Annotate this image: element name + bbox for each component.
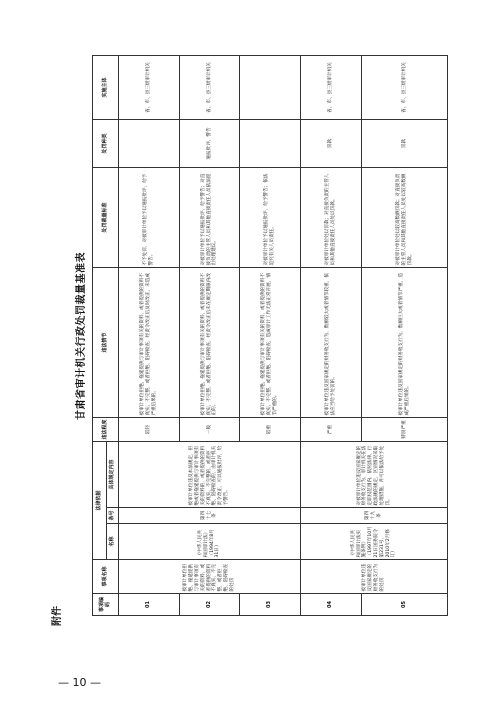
row-seq: 05	[362, 594, 448, 616]
row-level: 较重	[240, 417, 301, 441]
item-name-cell: 被审计单位拒绝、拖延提供与审计事项有关的资料，或者提供的资料不真实、不完整，或者拒绝、阻碍检查的处罚	[119, 560, 301, 594]
row-organ: 省、市、县三级审计机关	[179, 55, 240, 119]
rotated-document	[72, 56, 452, 616]
table-row	[119, 55, 180, 615]
table-row	[301, 55, 362, 615]
header-item: 事项名称	[93, 560, 119, 594]
discretion-table	[92, 55, 448, 616]
row-type: 罚款	[362, 119, 448, 167]
row-organ: 省、市、县三级审计机关	[301, 55, 362, 119]
item-name-cell: 被审计单位违反国家规定的财务收支行为的处罚	[301, 560, 448, 594]
row-circumstance: 被审计单位违反国家规定的财务收支行为，数额较大或者情节较重，依法应当给予处罚的。	[301, 267, 362, 417]
row-seq: 04	[301, 594, 362, 616]
basis-content-cell: 被审计单位违反本法规定，拒绝或者拖延提供与审计事项有关的资料的，或者提供的资料不真实、不完整的，或者拒绝、阻碍检查的，由审计机关责令改正，可以通报批评，给予警告。	[119, 441, 301, 507]
header-discretion: 处罚裁量标准	[93, 167, 119, 267]
row-seq: 02	[179, 594, 240, 616]
header-organ: 实施主体	[93, 55, 119, 119]
basis-content-cell: 对被审计单位违反国家规定的财务收支行为，审计机关在法定职权范围内，依照法律、行政法规的规定，区别情况采取处理措施，并可以依法给予处罚。	[301, 441, 448, 507]
attachment-label: 附件	[52, 606, 63, 626]
header-circumstance: 违法情节	[93, 267, 119, 417]
header-level: 违法程度	[93, 417, 119, 441]
row-type: 罚款	[301, 119, 362, 167]
row-type: 通报批评、警告	[179, 119, 240, 167]
row-circumstance: 被审计单位拒绝、拖延提供与审计事项有关的资料，或者提供的资料不真实、不完整，或者拒绝、阻碍检查，经责令改正后及时改正，未造成严重后果的。	[119, 267, 180, 417]
row-level: 严重	[301, 417, 362, 441]
basis-article-cell: 第四十九条	[301, 508, 448, 524]
row-circumstance: 被审计单位拒绝、拖延提供与审计事项有关的资料，或者提供的资料不真实、不完整，或者拒绝、阻碍检查，经责令改正后未在规定期限内改正的。	[179, 267, 240, 417]
row-discretion: 对被审计单位予以通报批评，给予警告；对直接负责的主管人员和其他直接责任人员依法提出处理建议。	[179, 167, 240, 267]
header-type: 处罚种类	[93, 119, 119, 167]
row-organ: 省、市、县三级审计机关	[362, 55, 448, 119]
row-discretion: 对被审计单位处以罚款；对直接负责的主管人员和其他直接责任人员处以罚款。	[301, 167, 362, 267]
row-level: 较轻	[119, 417, 180, 441]
row-circumstance: 被审计单位拒绝、拖延提供与审计事项有关的资料，或者提供的资料不真实、不完整，或者拒绝、阻碍检查，造成审计工作无法正常开展，情节严重的。	[240, 267, 301, 417]
header-basis-name: 名称	[107, 524, 119, 560]
row-seq: 03	[240, 594, 301, 616]
header-basis: 法律依据	[93, 441, 107, 559]
document-title: 甘肃省审计机关行政处罚裁量基准表	[76, 252, 87, 420]
basis-name-cell: 《中华人民共和国审计法》（1994年8月31日）	[119, 524, 301, 560]
row-level: 特别严重	[362, 417, 448, 441]
row-seq: 01	[119, 594, 180, 616]
page-number: — 10 —	[58, 676, 101, 689]
row-discretion: 不予处罚，对被审计单位予以通报批评，给予警告。	[119, 167, 180, 267]
row-organ	[240, 55, 301, 119]
row-discretion: 对被审计单位予以通报批评，给予警告；依法追究有关人员责任。	[240, 167, 301, 267]
row-circumstance: 被审计单位违反国家规定的财务收支行为，数额巨大或者情节严重，造成严重后果的。	[362, 267, 448, 417]
row-discretion: 对被审计单位处以较高数额罚款；对直接负责的主管人员和其他直接责任人员处以较高数额罚款。	[362, 167, 448, 267]
row-level: 一般	[179, 417, 240, 441]
basis-article-cell: 第四十七条	[119, 508, 301, 524]
row-type	[119, 119, 180, 167]
row-organ: 省、市、县三级审计机关	[119, 55, 180, 119]
row-type	[240, 119, 301, 167]
header-basis-article: 条号	[107, 508, 119, 524]
header-basis-content: 具体规定内容	[107, 441, 119, 507]
header-seq: 事项编码	[93, 594, 119, 616]
basis-name-cell: 《中华人民共和国审计法实施条例》（1997年10月21日国务院令第231号，2010年2月修订）	[301, 524, 448, 560]
